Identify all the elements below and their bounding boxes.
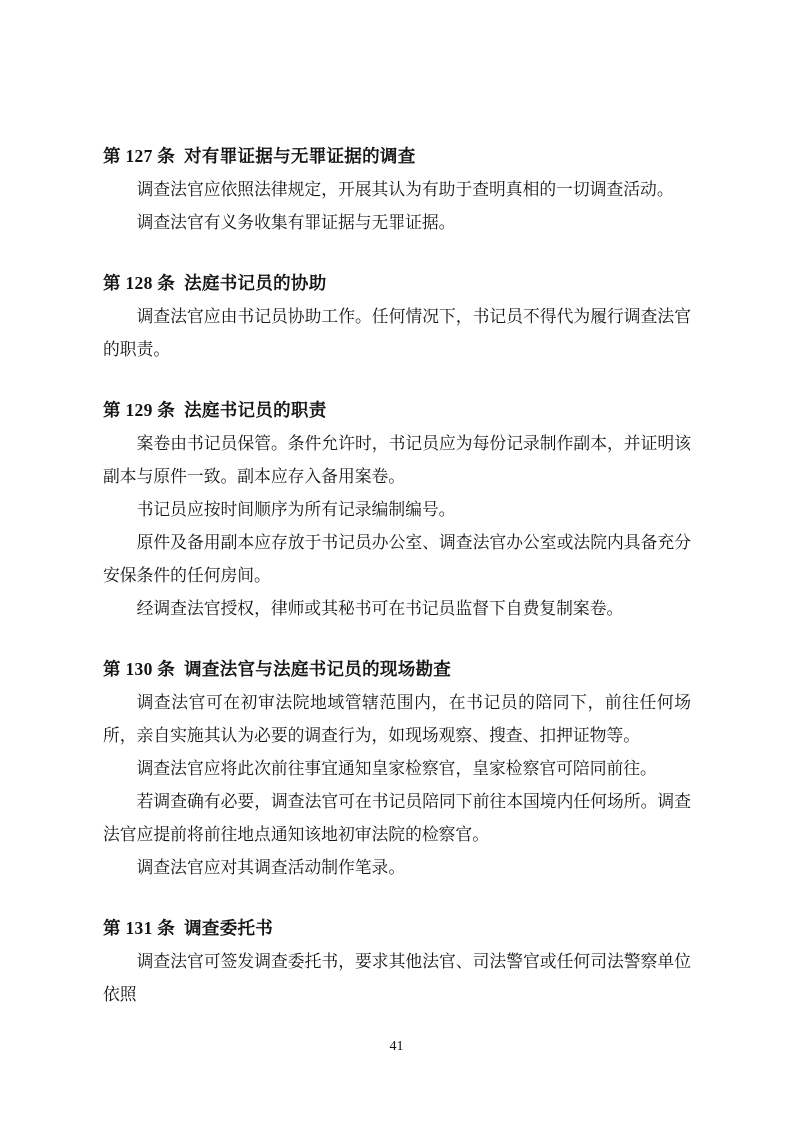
paragraph: 若调查确有必要，调查法官可在书记员陪同下前往本国境内任何场所。调查法官应提前将前往地点通知该地初审法院的检察官。 xyxy=(103,792,691,844)
paragraph: 调查法官可签发调查委托书，要求其他法官、司法警官或任何司法警察单位依照 xyxy=(103,952,691,1004)
article-heading xyxy=(103,653,691,686)
article-title: 法庭书记员的协助 xyxy=(184,273,327,293)
article-number: 第 130 条 xyxy=(103,659,176,679)
article-heading xyxy=(103,140,691,173)
paragraph: 调查法官应依照法律规定，开展其认为有助于查明真相的一切调查活动。 xyxy=(136,180,674,199)
paragraph: 书记员应按时间顺序为所有记录编制编号。 xyxy=(136,500,456,519)
article-section-128 xyxy=(103,267,691,366)
article-section-130 xyxy=(103,653,691,884)
paragraph: 调查法官应由书记员协助工作。任何情况下，书记员不得代为履行调查法官的职责。 xyxy=(103,307,691,359)
article-heading xyxy=(103,267,691,300)
article-heading xyxy=(103,394,691,427)
article-section-127 xyxy=(103,140,691,239)
article-title: 调查委托书 xyxy=(184,918,274,938)
paragraph: 原件及备用副本应存放于书记员办公室、调查法官办公室或法院内具备充分安保条件的任何房间。 xyxy=(103,533,691,585)
paragraph: 调查法官可在初审法院地域管辖范围内，在书记员的陪同下，前往任何场所，亲自实施其认为必要的调查行为，如现场观察、搜查、扣押证物等。 xyxy=(103,693,691,745)
page-number: 41 xyxy=(389,1039,404,1054)
article-number: 第 131 条 xyxy=(103,918,176,938)
article-number: 第 129 条 xyxy=(103,400,176,420)
article-number: 第 127 条 xyxy=(103,146,176,166)
paragraph: 案卷由书记员保管。条件允许时，书记员应为每份记录制作副本，并证明该副本与原件一致。副本应存入备用案卷。 xyxy=(103,434,691,486)
paragraph: 调查法官应对其调查活动制作笔录。 xyxy=(136,858,406,877)
paragraph: 经调查法官授权，律师或其秘书可在书记员监督下自费复制案卷。 xyxy=(136,599,624,618)
article-title: 调查法官与法庭书记员的现场勘查 xyxy=(184,659,452,679)
article-section-131 xyxy=(103,912,691,1011)
article-number: 第 128 条 xyxy=(103,273,176,293)
paragraph: 调查法官有义务收集有罪证据与无罪证据。 xyxy=(136,213,456,232)
article-title: 对有罪证据与无罪证据的调查 xyxy=(184,146,416,166)
article-heading xyxy=(103,912,691,945)
article-title: 法庭书记员的职责 xyxy=(184,400,327,420)
paragraph: 调查法官应将此次前往事宜通知皇家检察官，皇家检察官可陪同前往。 xyxy=(136,759,657,778)
article-section-129 xyxy=(103,394,691,625)
